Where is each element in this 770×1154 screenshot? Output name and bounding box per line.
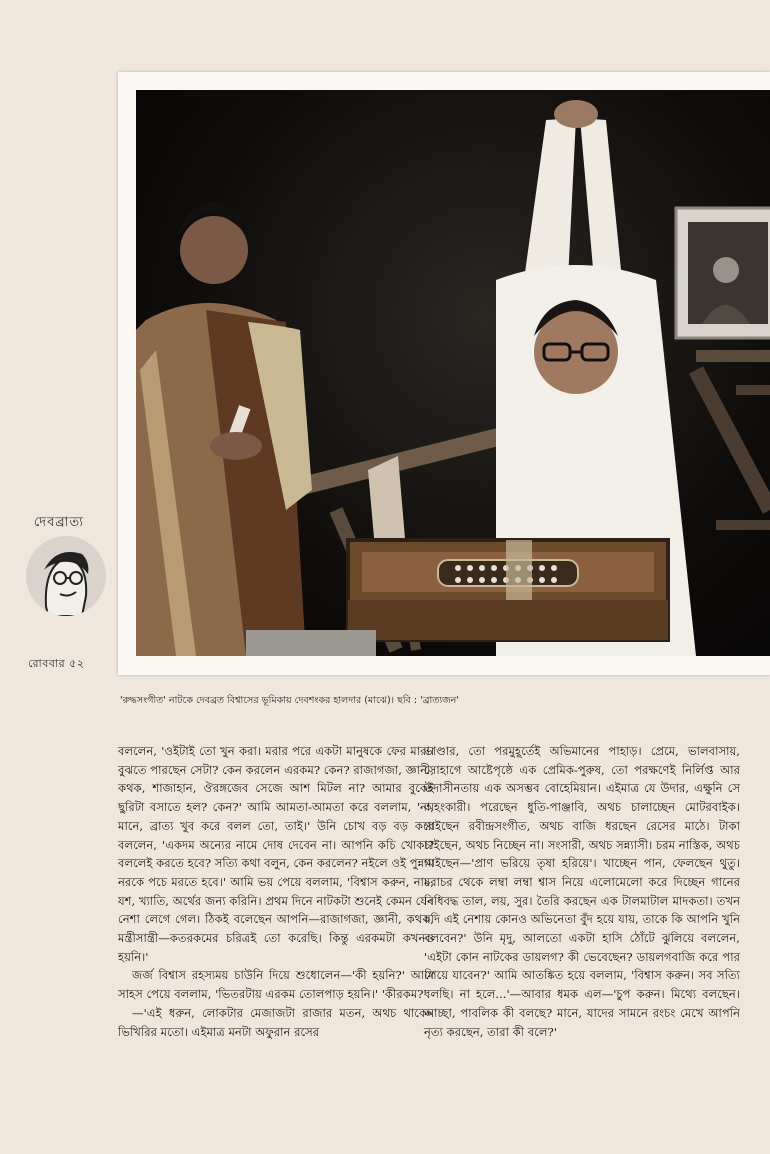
article-left-column [118, 742, 434, 1041]
article-paragraph: জর্জ বিশ্বাস রহস্যময় চাউনি দিয়ে শুধোলেন—'কী হয়নি?' আমি সাহস পেয়ে বললাম, 'ভিতরটায় এরকম তোলপাড় হয়নি।' 'কীরকম?' [118, 968, 434, 1002]
article-paragraph: ভাণ্ডার, তো পরমুহূর্তেই অভিমানের পাহাড়। প্রেমে, ভালবাসায়, সোহাগে আষ্টেপৃষ্ঠে এক প্রেমিক-পুরুষ, তো পরক্ষণেই নির্লিপ্ত আর উদাসীনতায় এক অসম্ভব বোহেমিয়ান। এইমাত্র যে উদার, এক্ষুনি সে অহংকারী। পরেছেন ধুতি-পাঞ্জাবি, অথচ চালাচ্ছেন মোটরবাইক। গাইছেন রবীন্দ্রসংগীত, অথচ বাজি ধরছেন রেসের মাঠে। টাকা চাইছেন, অথচ নিচ্ছেন না। সংসারী, অথচ সন্ন্যাসী। চরম নাস্তিক, অথচ গাইছেন—'প্রাণ ভরিয়ে তৃষা হরিয়ে'। খাচ্ছেন পান, ফেলছেন থুতু। চরাচর থেকে লম্বা লম্বা শ্বাস নিয়ে এলোমেলো করে দিচ্ছেন গানের বিধিবদ্ধ তাল, লয়, সুর। তৈরি করছেন এক টালমাটাল মাদকতা। তখন যদি এই নেশায় কোনও অভিনেতা বুঁদ হয়ে যায়, তাকে কি আপনি খুনি বলবেন?' উনি মৃদু, আলতো একটা হাসি ঠোঁটে ঝুলিয়ে বললেন, 'এইটা কোন নাটকের ডায়লগ? কী ভেবেছেন? ডায়লগবাজি করে পার পেয়ে যাবেন?' আমি আতঙ্কিত হয়ে বললাম, 'বিশ্বাস করুন। সব সত্যি বলছি। না হলে...'—আবার ধমক এল—'চুপ করুন। মিথ্যে বলছেন। আচ্ছা, পাবলিক কী বলছে? মানে, যাদের সামনে রংচং মেখে আপনি নৃত্য করছেন, তারা কী বলে?' [424, 744, 740, 1039]
portrait-sketch-icon [26, 536, 106, 616]
photo-frame [118, 72, 770, 675]
article-right-column [424, 742, 740, 1041]
stage-scene-illustration [136, 90, 770, 656]
sidebar-logo [22, 514, 114, 676]
photo-caption: 'রুদ্ধসংগীত' নাটকে দেবব্রত বিশ্বাসের ভূমিকায় দেবশংকর হালদার (মাঝে)। ছবি : 'ব্রাত্যজন' [120, 695, 459, 706]
stage-photo [136, 90, 770, 656]
article-paragraph: —'এই ধরুন, লোকটার মেজাজটা রাজার মতন, অথচ থাকেন ভিখিরির মতো। এইমাত্র মনটা অফুরান রসের [118, 1005, 434, 1039]
article-paragraph: বললেন, 'ওইটাই তো খুন করা। মরার পরে একটা মানুষকে ফের মারা। বুঝতে পারছেন সেটা? কেন করলেন এরকম? কেন? রাজাগজা, জ্ঞানী, কথক, শাজাহান, ঔরঙ্গজেব সেজে আশ মিটল না? আমার বুকেই ছুরিটা বসাতে হল? কেন?' আমি আমতা-আমতা করে বললাম, 'না, মানে, ব্রাত্য খুব করে বলল তো, তাই।' উনি চোখ বড় বড় করে বললেন, 'একদম অন্যের নামে দোষ দেবেন না। আপনি কচি খোকা? বললেই করতে হবে? সত্যি কথা বলুন, কেন করলেন? নইলে ওই পুন্নাম নরকে পচে মরতে হবে।' আমি ভয় পেয়ে বললাম, 'বিশ্বাস করুন, নাম, যশ, খ্যাতি, অর্থের জন্য করিনি। প্রথম দিনে নাটকটা শুনেই কেমন যেন নেশা লেগে গেল। ঠিকই বলেছেন আপনি—রাজাগজা, জ্ঞানী, কথক, মন্ত্রীসান্ত্রী—কতরকমের চরিত্রই তো করেছি। কিন্তু এরকমটা কখনও হয়নি।' [118, 744, 435, 964]
sidebar-title: দেবব্রাত্য [34, 515, 84, 530]
sidebar-subtitle: রোববার ৫২ [28, 657, 85, 670]
